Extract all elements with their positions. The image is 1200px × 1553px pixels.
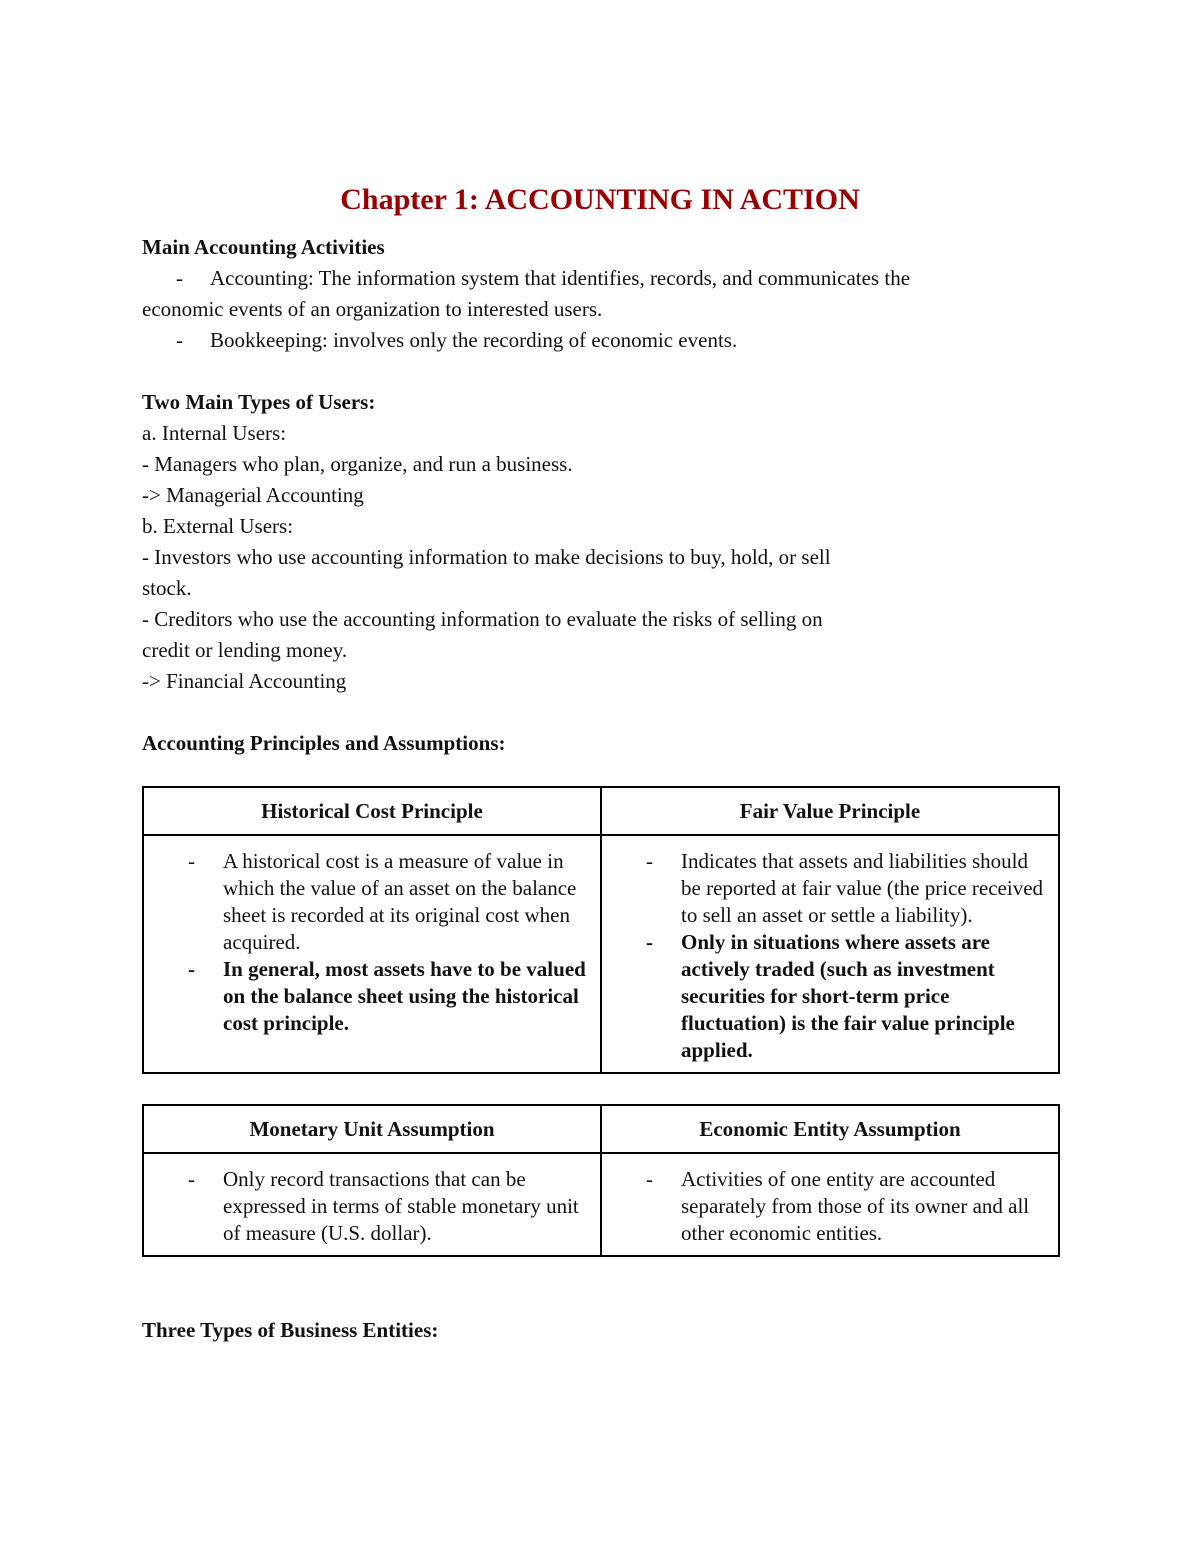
text-line: - Creditors who use the accounting information to evaluate the risks of selling on — [142, 607, 823, 631]
table-cell-fair-value — [601, 835, 1059, 1073]
section-heading-principles: Accounting Principles and Assumptions: — [142, 731, 506, 755]
list-item — [634, 848, 1044, 929]
dash-bullet: - — [188, 849, 195, 873]
list-item — [176, 848, 586, 956]
text-line: -> Managerial Accounting — [142, 483, 364, 507]
list-item — [142, 325, 1060, 356]
list-item-text: A historical cost is a measure of value in which the value of an asset on the balance sheet is recorded at its original cost when acquired. — [223, 849, 577, 954]
list-item — [634, 1166, 1044, 1247]
list-item — [634, 929, 1044, 1064]
assumptions-table — [142, 1104, 1060, 1257]
dash-bullet: - — [188, 957, 195, 981]
list-item-text: Only in situations where assets are actively traded (such as investment securities for short-term price fluctuation) is the fair value principle applied. — [681, 930, 1015, 1062]
text-line: -> Financial Accounting — [142, 669, 347, 693]
table-cell-monetary-unit — [143, 1153, 601, 1256]
list-item-text: Bookkeeping: involves only the recording of economic events. — [210, 328, 738, 352]
list-item-text: Indicates that assets and liabilities should be reported at fair value (the price received to sell an asset or settle a liability). — [681, 849, 1044, 927]
list-item-text: Activities of one entity are accounted separately from those of its owner and all other economic entities. — [681, 1167, 1030, 1245]
dash-bullet: - — [646, 930, 653, 954]
text-line: a. Internal Users: — [142, 421, 287, 445]
list-item — [142, 263, 1060, 294]
text-line: - Managers who plan, organize, and run a business. — [142, 452, 573, 476]
text-line: credit or lending money. — [142, 638, 348, 662]
dash-bullet: - — [646, 1167, 653, 1191]
dash-bullet: - — [176, 266, 183, 290]
table-header-economic-entity: Economic Entity Assumption — [601, 1105, 1059, 1153]
table-header-monetary-unit: Monetary Unit Assumption — [143, 1105, 601, 1153]
list-item-text: In general, most assets have to be valued on the balance sheet using the historical cost principle. — [223, 957, 586, 1035]
dash-bullet: - — [188, 1167, 195, 1191]
list-item-continuation: economic events of an organization to interested users. — [142, 297, 603, 321]
section-heading-users: Two Main Types of Users: — [142, 390, 376, 414]
dash-bullet: - — [646, 849, 653, 873]
principles-table — [142, 786, 1060, 1074]
section-heading-entities: Three Types of Business Entities: — [142, 1318, 439, 1342]
page-title: Chapter 1: ACCOUNTING IN ACTION — [340, 183, 860, 216]
table-cell-economic-entity — [601, 1153, 1059, 1256]
text-line: b. External Users: — [142, 514, 294, 538]
table-header-fair-value: Fair Value Principle — [601, 787, 1059, 835]
text-line: - Investors who use accounting information to make decisions to buy, hold, or sell — [142, 545, 831, 569]
section-heading-activities: Main Accounting Activities — [142, 235, 385, 259]
text-line: stock. — [142, 576, 192, 600]
dash-bullet: - — [176, 328, 183, 352]
list-item-text: Accounting: The information system that identifies, records, and communicates the — [210, 266, 911, 290]
document-body — [142, 232, 1060, 1346]
list-item-text: Only record transactions that can be expressed in terms of stable monetary unit of measure (U.S. dollar). — [223, 1167, 579, 1245]
list-item — [176, 1166, 586, 1247]
table-header-historical-cost: Historical Cost Principle — [143, 787, 601, 835]
list-item — [176, 956, 586, 1037]
table-cell-historical-cost — [143, 835, 601, 1073]
